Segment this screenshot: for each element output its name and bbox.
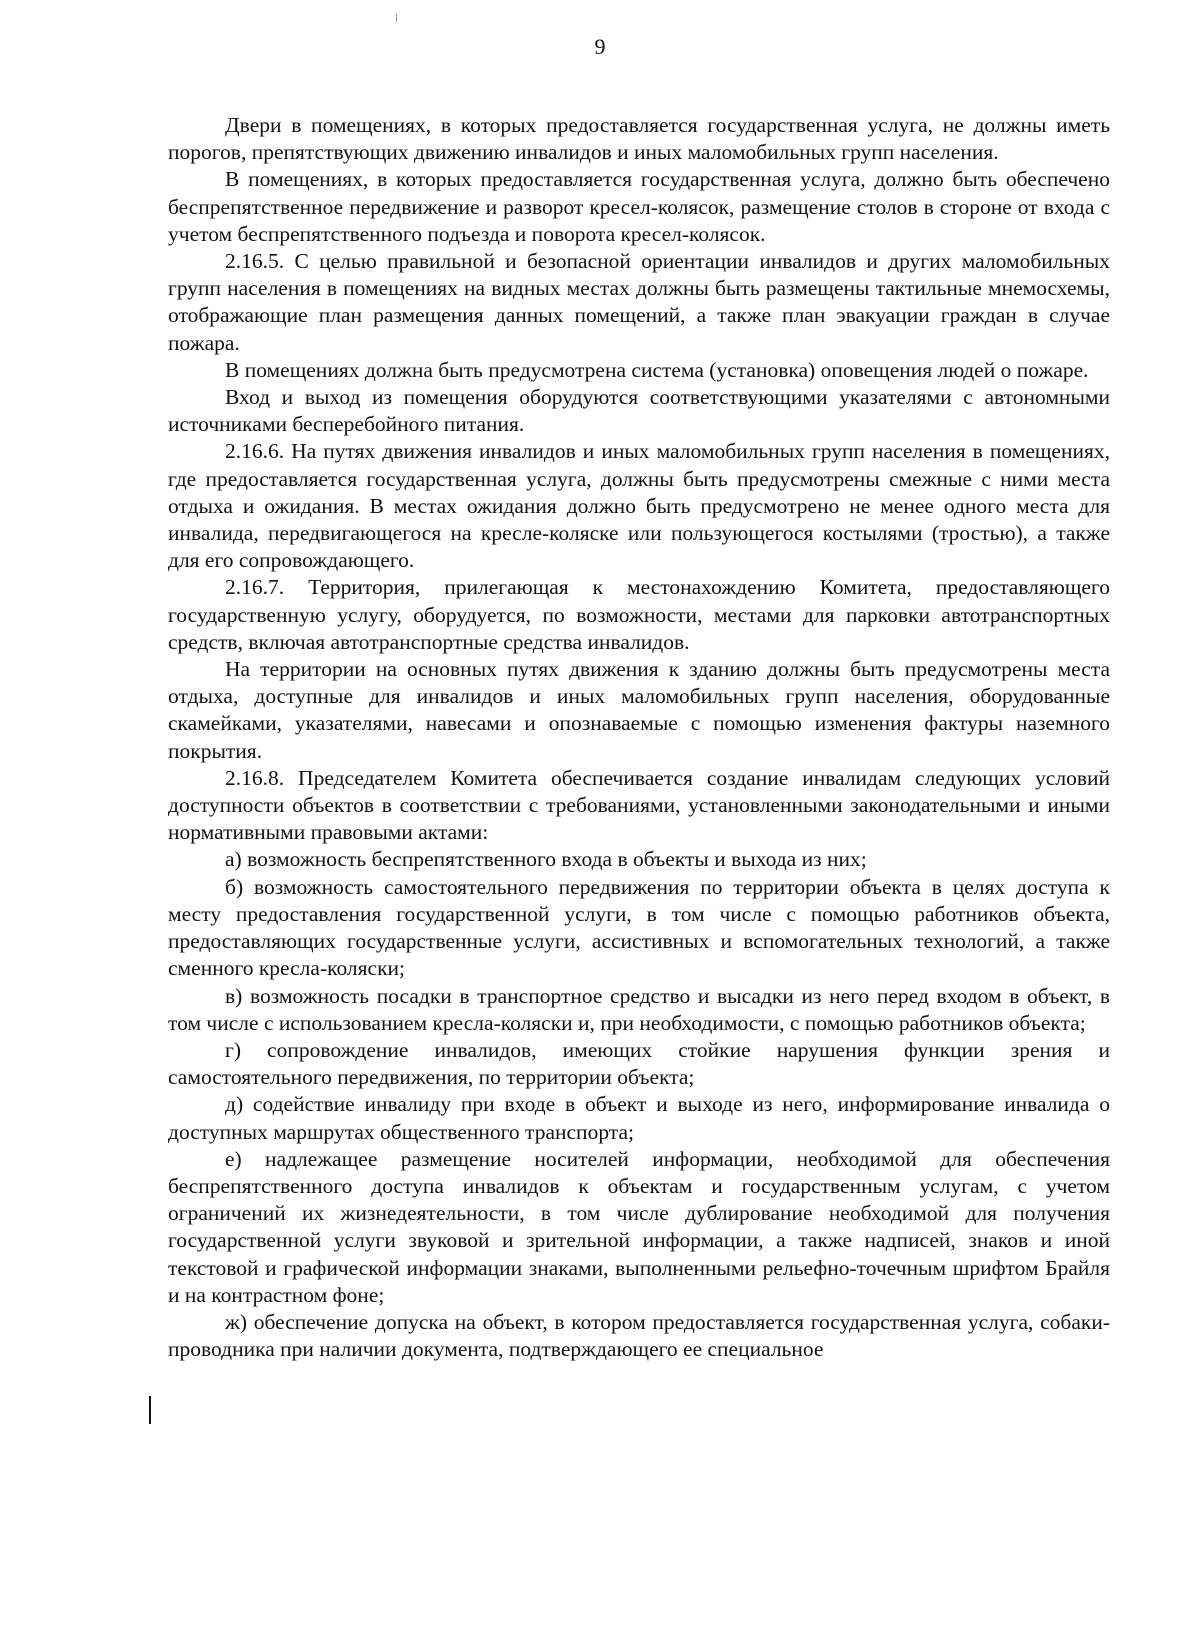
paragraph-fire-alarm: В помещениях должна быть предусмотрена система (установка) оповещения людей о пожаре. (225, 357, 1089, 382)
paragraph-2-16-6: 2.16.6. На путях движения инвалидов и иных маломобильных групп населения в помещениях, где предоставляется государственная услуга, должны быть предусмотрены смежные с ними места отдыха и ожидания. В местах ожидания должно быть предусмотрено не менее одного места для инвалида, передвигающегося на кресле-коляске или пользующегося костылями (тростью), а также для его сопровождающего. (168, 439, 1110, 573)
list-item-e: е) надлежащее размещение носителей информации, необходимой для обеспечения беспрепятственного доступа инвалидов к объектам и государственным услугам, с учетом ограничений их жизнедеятельности, в том числе дублирование необходимой для получения государственной услуги звуковой и зрительной информации, а также надписей, знаков и иной текстовой и графической информации знаками, выполненными рельефно-точечным шрифтом Брайля и на контрастном фоне; (168, 1146, 1110, 1307)
page-number: 9 (594, 34, 606, 59)
paragraph-doors: Двери в помещениях, в которых предоставляется государственная услуга, не должны иметь порогов, препятствующих движению инвалидов и иных маломобильных групп населения. (168, 113, 1110, 165)
list-item-v: в) возможность посадки в транспортное средство и высадки из него перед входом в объект, в том числе с использованием кресла-коляски и, при необходимости, с помощью работников объекта; (168, 983, 1110, 1035)
revision-margin-bar (149, 1396, 151, 1424)
paragraph-2-16-8: 2.16.8. Председателем Комитета обеспечивается создание инвалидам следующих условий доступности объектов в соответствии с требованиями, установленными законодательными и иными нормативными правовыми актами: (168, 765, 1110, 845)
list-item-zh: ж) обеспечение допуска на объект, в котором предоставляется государственная услуга, собаки-проводника при наличии документа, подтверждающего ее специальное (168, 1309, 1110, 1362)
list-item-b: б) возможность самостоятельного передвижения по территории объекта в целях доступа к месту предоставления государственной услуги, в том числе с помощью работников объекта, предоставляющих государственные услуги, ассистивных и вспомогательных технологий, а также сменного кресла-коляски; (168, 874, 1110, 981)
paragraph-entrance-exit: Вход и выход из помещения оборудуются соответствующими указателями с автономными источниками бесперебойного питания. (168, 385, 1110, 437)
document-body (168, 112, 1110, 1363)
paragraph-territory-rest-places: На территории на основных путях движения к зданию должны быть предусмотрены места отдыха, доступные для инвалидов и иных маломобильных групп населения, оборудованные скамейками, указателями, навесами и опознаваемые с помощью изменения фактуры наземного покрытия. (168, 657, 1110, 763)
paragraph-2-16-7: 2.16.7. Территория, прилегающая к местонахождению Комитета, предоставляющего государственную услугу, оборудуется, по возможности, местами для парковки автотранспортных средств, включая автотранспортные средства инвалидов. (168, 575, 1110, 654)
scan-mark (396, 14, 397, 22)
list-item-g: г) сопровождение инвалидов, имеющих стойкие нарушения функции зрения и самостоятельного передвижения, по территории объекта; (168, 1037, 1110, 1090)
paragraph-wheelchair-movement: В помещениях, в которых предоставляется государственная услуга, должно быть обеспечено беспрепятственное передвижение и разворот кресел-колясок, размещение столов в стороне от входа с учетом беспрепятственного подъезда и поворота кресел-колясок. (168, 167, 1110, 246)
paragraph-2-16-5: 2.16.5. С целью правильной и безопасной ориентации инвалидов и других маломобильных групп населения в помещениях на видных местах должны быть размещены тактильные мнемосхемы, отображающие план размещения данных помещений, а также план эвакуации граждан в случае пожара. (168, 249, 1110, 355)
list-item-d: д) содействие инвалиду при входе в объект и выходе из него, информирование инвалида о доступных маршрутах общественного транспорта; (168, 1092, 1110, 1144)
list-item-a: а) возможность беспрепятственного входа в объекты и выхода из них; (225, 847, 867, 872)
